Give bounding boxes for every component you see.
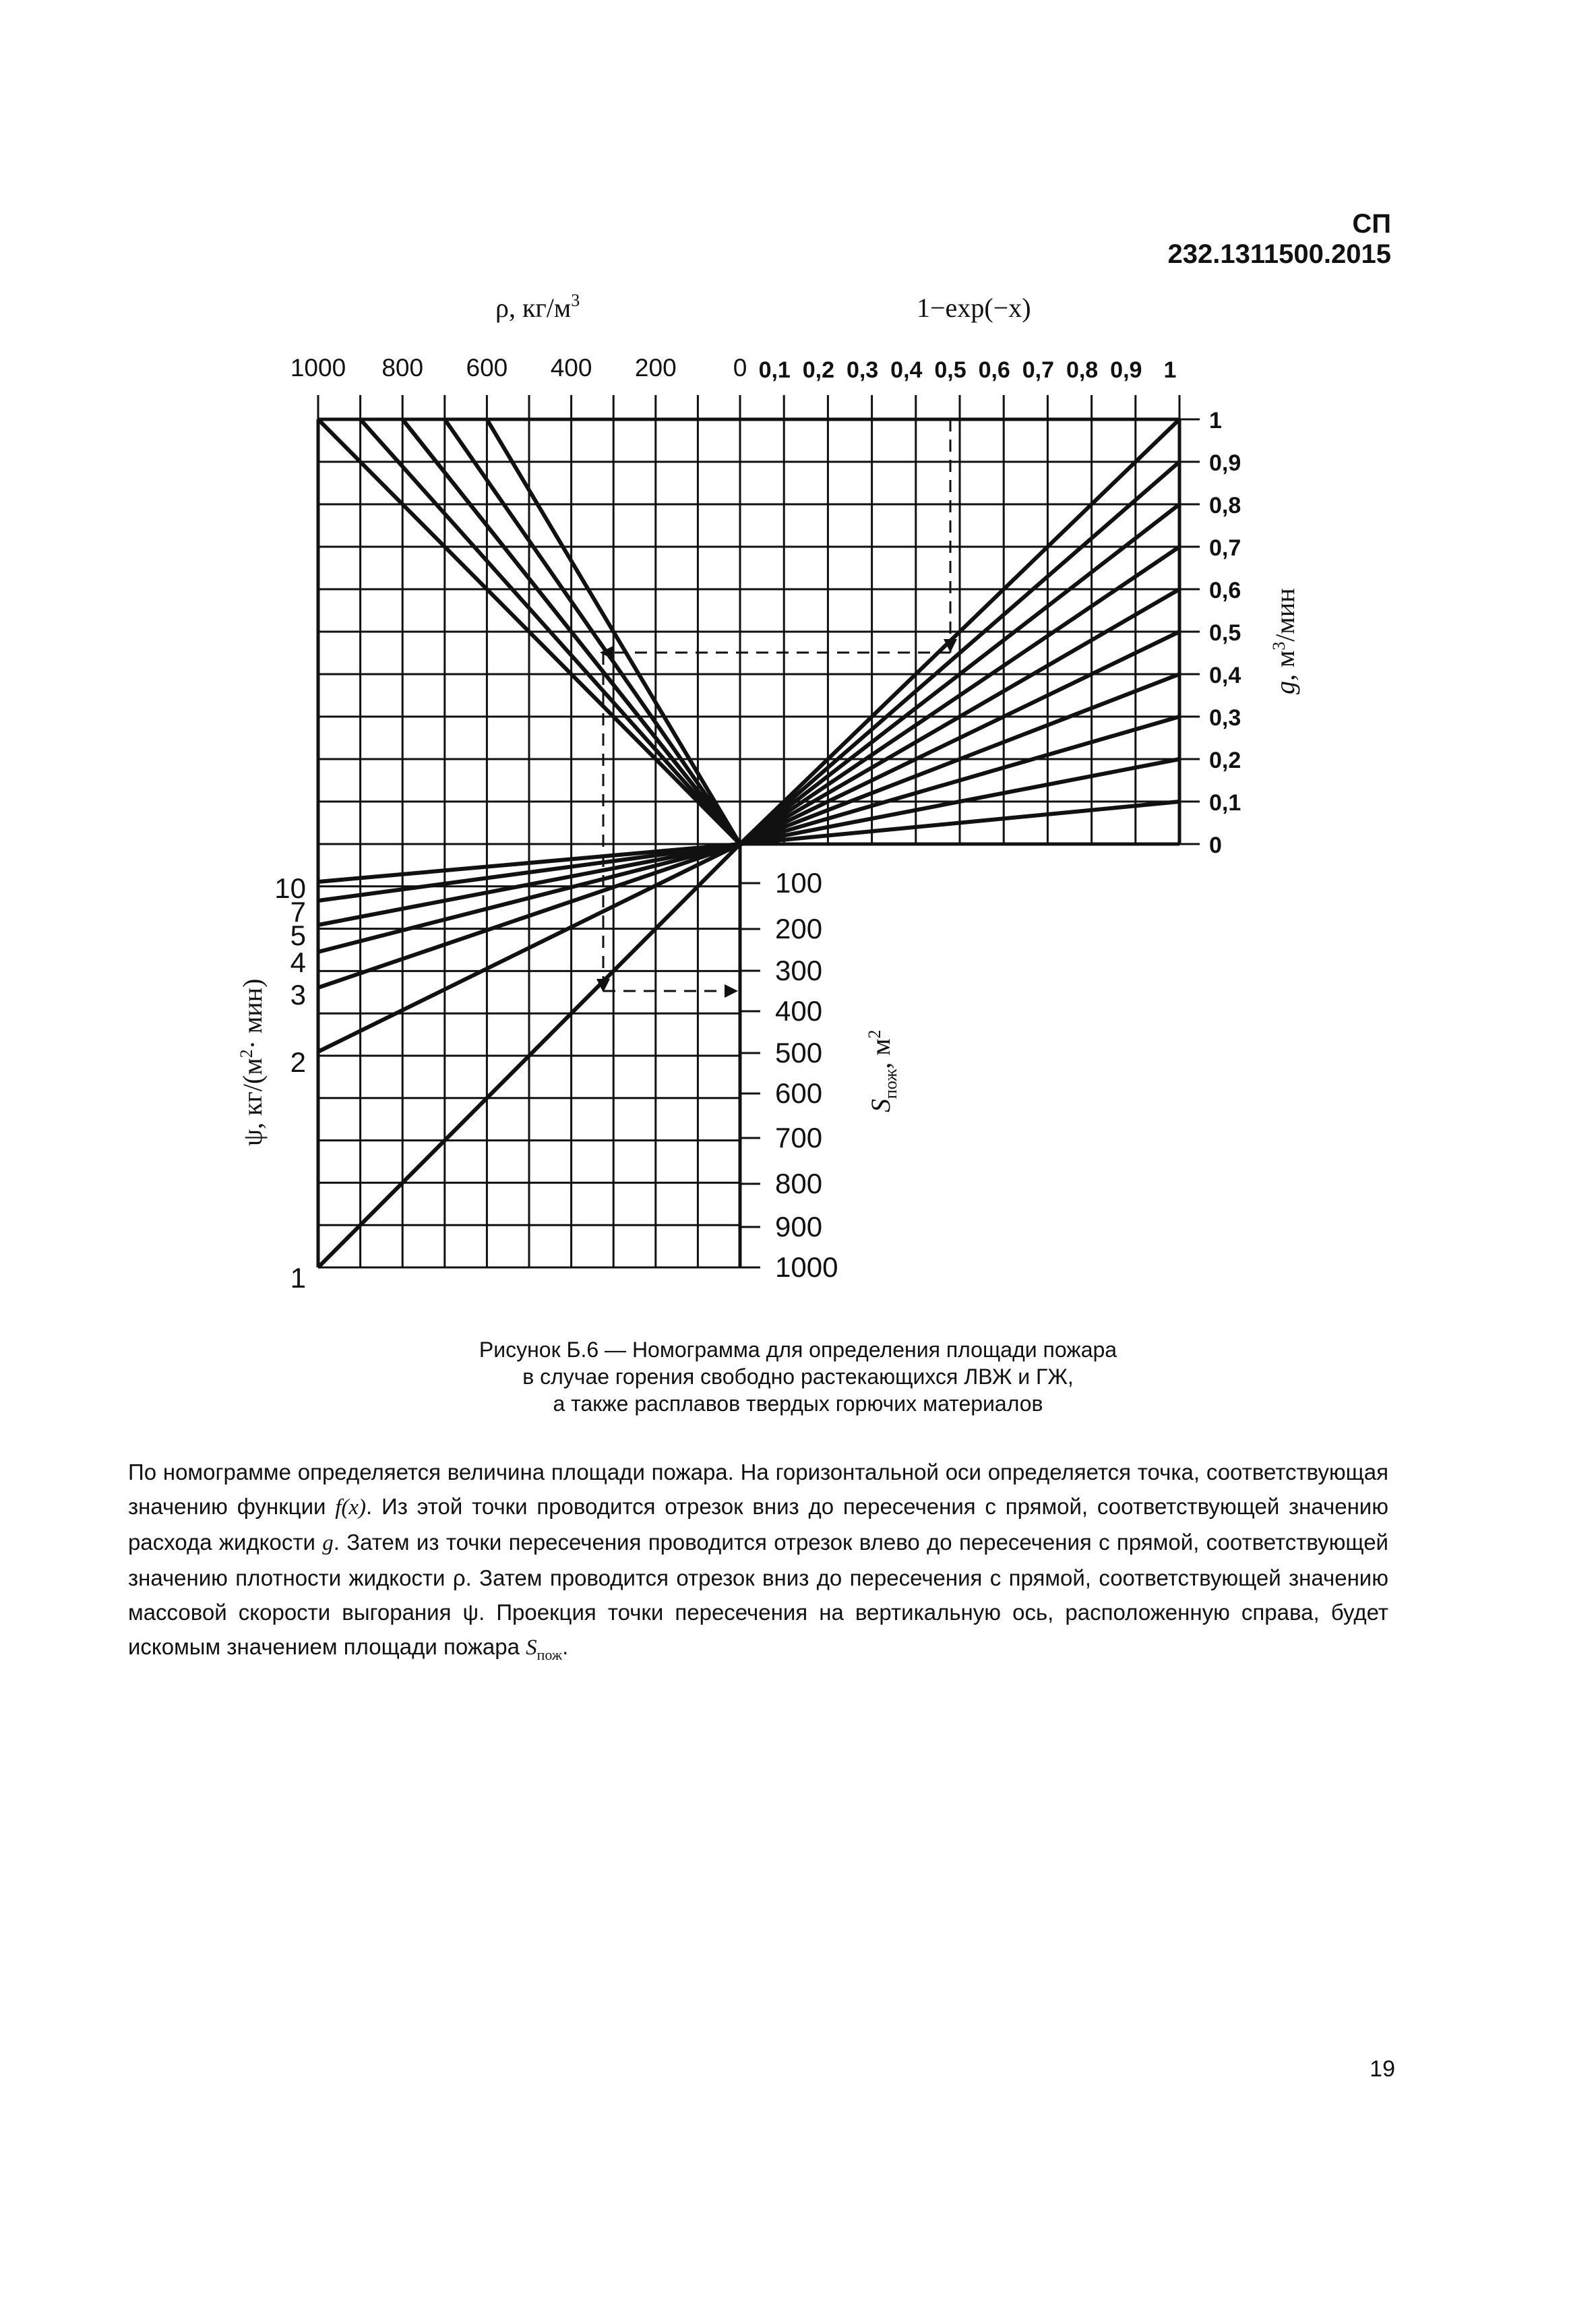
page-number: 19 bbox=[1370, 2056, 1395, 2082]
arrow-right bbox=[725, 984, 738, 998]
rho-symbol: ρ bbox=[452, 1565, 466, 1590]
caption-line-2: в случае горения свободно растекающихся ЛВЖ и ГЖ, bbox=[522, 1364, 1074, 1389]
exp-tick-label: 0,2 bbox=[802, 357, 835, 383]
s-tick-label: 400 bbox=[775, 995, 823, 1027]
exp-tick-label: 1 bbox=[1163, 357, 1177, 383]
g-tick-label: 0,4 bbox=[1209, 663, 1241, 688]
rho-tick-label: 400 bbox=[550, 354, 592, 382]
s-axis-label: $S_{пож}$, $м^2$ bbox=[865, 1029, 900, 1112]
rho-tick-label: 1000 bbox=[290, 354, 346, 382]
exp-tick-label: 0,6 bbox=[978, 357, 1010, 383]
g-axis-label: g, $м^3$/мин bbox=[1269, 588, 1300, 694]
exp-tick-label: 0,4 bbox=[890, 357, 923, 383]
psi-tick-label: 10 bbox=[274, 872, 306, 904]
exp-tick-label: 0,7 bbox=[1022, 357, 1055, 383]
g-symbol: g bbox=[322, 1531, 334, 1555]
g-tick-label: 0,8 bbox=[1209, 493, 1241, 518]
g-tick-label: 1 bbox=[1209, 408, 1222, 433]
fx-symbol: f(x) bbox=[335, 1495, 367, 1520]
g-tick-label: 0 bbox=[1209, 833, 1222, 858]
s-tick-label: 200 bbox=[775, 913, 823, 944]
example-dashed-path bbox=[596, 419, 957, 998]
psi-symbol: ψ bbox=[462, 1600, 479, 1625]
document-code: СП 232.1311500.2015 bbox=[1167, 209, 1391, 269]
exp-axis-label: 1−exp(−x) bbox=[917, 293, 1031, 323]
s-tick-label: 900 bbox=[775, 1211, 823, 1242]
exp-tick-label: 0,8 bbox=[1066, 357, 1099, 383]
caption-line-1: Рисунок Б.6 — Номограмма для определения площади пожара bbox=[479, 1338, 1117, 1362]
s-subscript: пож bbox=[536, 1646, 563, 1663]
nomogram-tick-labels bbox=[274, 354, 1241, 1294]
s-symbol: S bbox=[526, 1635, 537, 1660]
exp-tick-label: 0,3 bbox=[846, 357, 879, 383]
g-tick-label: 0,5 bbox=[1209, 620, 1241, 646]
psi-axis-label: ψ, $кг/(м^2\cdot мин)$ bbox=[237, 978, 268, 1146]
body-paragraph: По номограмме определяется величина площади пожара. На горизонтальной оси определяется точка, соответствующая значению функции f(x). Из этой точки проводится отрезок вниз до пересечения с прямой, соответствующей значению расхода жидкости g. Затем из точки пересечения проводится отрезок влево до пересечения с прямой, соответствующей значению плотности жидкости ρ. Затем проводится отрезок вниз до пересечения с прямой, соответствующей значению массовой скорости выгорания ψ. Проекция точки пересечения на вертикальную ось, расположенную справа, будет искомым значением площади пожара $S_{пож}$. bbox=[128, 1460, 1388, 1663]
psi-tick-label: 1 bbox=[290, 1262, 306, 1294]
psi-tick-label: 4 bbox=[290, 947, 306, 978]
rho-tick-label: 200 bbox=[634, 354, 677, 382]
rho-tick-label: 0 bbox=[733, 354, 747, 382]
exp-tick-label: 0,1 bbox=[758, 357, 791, 383]
rho-axis-label: ρ, $кг/м^3$ bbox=[495, 291, 580, 323]
s-tick-label: 800 bbox=[775, 1168, 823, 1199]
g-tick-label: 0,3 bbox=[1209, 705, 1241, 731]
g-tick-label: 0,6 bbox=[1209, 578, 1241, 603]
s-tick-label: 1000 bbox=[775, 1251, 838, 1283]
psi-tick-label: 5 bbox=[290, 920, 306, 951]
rho-tick-label: 600 bbox=[466, 354, 508, 382]
s-tick-label: 600 bbox=[775, 1077, 823, 1109]
figure-caption bbox=[259, 1336, 1337, 1417]
s-tick-label: 100 bbox=[775, 867, 823, 899]
s-tick-label: 700 bbox=[775, 1122, 823, 1153]
s-tick-label: 300 bbox=[775, 955, 823, 986]
g-tick-label: 0,7 bbox=[1209, 535, 1241, 561]
psi-tick-label: 3 bbox=[290, 979, 306, 1011]
psi-tick-label: 2 bbox=[290, 1046, 306, 1078]
g-tick-label: 0,9 bbox=[1209, 450, 1241, 476]
rho-tick-label: 800 bbox=[381, 354, 424, 382]
caption-line-3: а также расплавов твердых горючих материалов bbox=[553, 1391, 1043, 1416]
psi-tick-label: 7 bbox=[290, 896, 306, 928]
exp-tick-label: 0,9 bbox=[1110, 357, 1142, 383]
s-tick-label: 500 bbox=[775, 1037, 823, 1069]
g-tick-label: 0,2 bbox=[1209, 748, 1241, 773]
g-tick-label: 0,1 bbox=[1209, 790, 1241, 816]
exp-tick-label: 0,5 bbox=[934, 357, 966, 383]
